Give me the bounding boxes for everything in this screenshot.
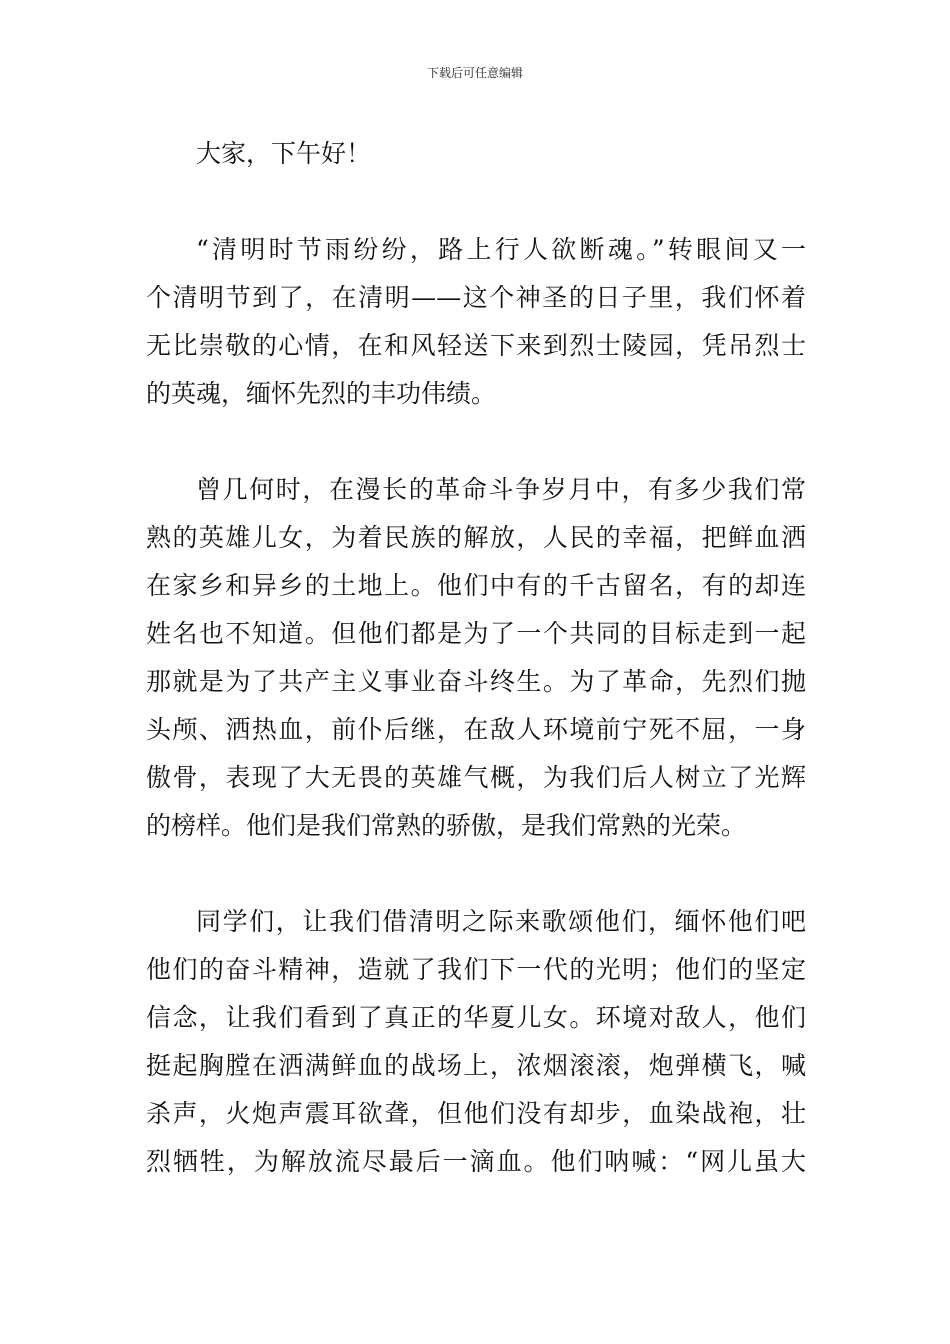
- paragraph-line: 无比崇敬的心情，在和风轻送下来到烈士陵园，凭吊烈士: [146, 331, 806, 360]
- paragraph-line: 的英魂，缅怀先烈的丰功伟绩。: [146, 379, 497, 408]
- paragraph-line: 熟的英雄儿女，为着民族的解放，人民的幸福，把鲜血洒: [146, 523, 806, 552]
- paragraph-line: 挺起胸膛在洒满鲜血的战场上，浓烟滚滚，炮弹横飞，喊: [146, 1051, 806, 1080]
- paragraph-line: 头颅、洒热血，前仆后继，在敌人环境前宁死不屈，一身: [146, 715, 806, 744]
- paragraph-line: 那就是为了共产主义事业奋斗终生。为了革命，先烈们抛: [146, 667, 806, 696]
- paragraph-line: 烈牺牲，为解放流尽最后一滴血。他们呐喊：“网儿虽大: [146, 1147, 806, 1176]
- paragraph-line: 杀声，火炮声震耳欲聋，但他们没有却步，血染战袍，壮: [146, 1099, 806, 1128]
- greeting: 大家，下午好！: [196, 139, 372, 168]
- paragraph-line: 个清明节到了，在清明——这个神圣的日子里，我们怀着: [146, 283, 806, 312]
- paragraph-line: 同学们，让我们借清明之际来歌颂他们，缅怀他们吧: [196, 907, 806, 936]
- paragraph-line: 在家乡和异乡的土地上。他们中有的千古留名，有的却连: [146, 571, 806, 600]
- document-body: [146, 130, 806, 1234]
- paragraph-line: 傲骨，表现了大无畏的英雄气概，为我们后人树立了光辉: [146, 763, 806, 792]
- paragraph-line: 曾几何时，在漫长的革命斗争岁月中，有多少我们常: [196, 475, 806, 504]
- paragraph-2: [146, 466, 806, 850]
- paragraph-line: 他们的奋斗精神，造就了我们下一代的光明；他们的坚定: [146, 955, 806, 984]
- paragraph-line: 姓名也不知道。但他们都是为了一个共同的目标走到一起: [146, 619, 806, 648]
- header-note: 下载后可任意编辑: [426, 66, 523, 80]
- paragraph-line: 的榜样。他们是我们常熟的骄傲，是我们常熟的光荣。: [146, 811, 747, 840]
- paragraph-1: [146, 226, 806, 418]
- paragraph-line: “清明时节雨纷纷，路上行人欲断魂。”转眼间又一: [196, 235, 806, 264]
- paragraph-line: 信念，让我们看到了真正的华夏儿女。环境对敌人，他们: [146, 1003, 806, 1032]
- paragraph-3: [146, 898, 806, 1186]
